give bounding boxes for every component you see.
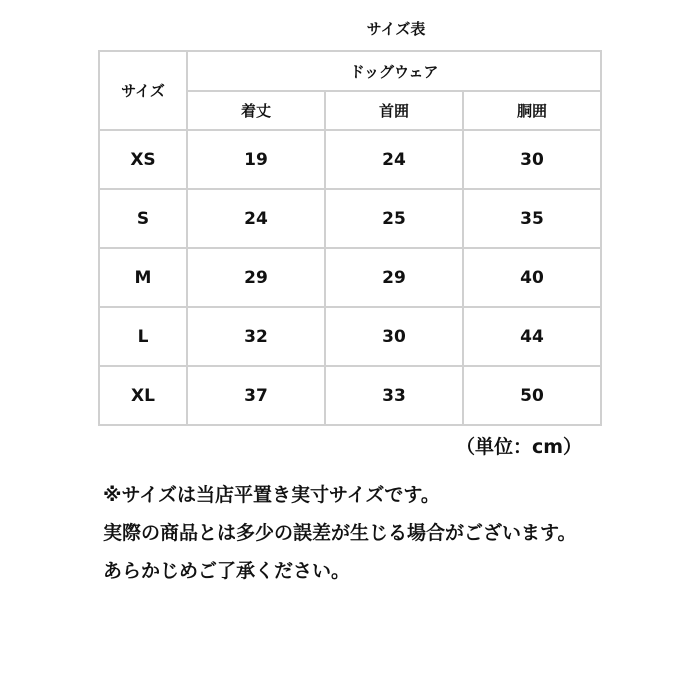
chest-value: 40 [463,248,601,307]
neck-value: 24 [325,130,463,189]
chest-value: 50 [463,366,601,425]
dogwear-group-header: ドッグウェア [187,51,601,91]
length-value: 32 [187,307,325,366]
neck-value: 30 [325,307,463,366]
table-row [99,189,601,248]
column-header-chest: 胴囲 [463,91,601,130]
table-row [99,130,601,189]
note-line: ※サイズは当店平置き実寸サイズです。 [103,484,440,506]
chest-value: 35 [463,189,601,248]
size-column-header: サイズ [99,51,187,130]
neck-value: 25 [325,189,463,248]
note-line: 実際の商品とは多少の誤差が生じる場合がございます。 [103,522,577,544]
size-label: M [99,248,187,307]
table-row [99,307,601,366]
table-row [99,366,601,425]
size-table [98,50,602,426]
note-line: あらかじめご了承ください。 [103,560,351,582]
size-label: L [99,307,187,366]
length-value: 24 [187,189,325,248]
column-header-neck: 首囲 [325,91,463,130]
length-value: 37 [187,366,325,425]
page-title: サイズ表 [366,20,426,38]
notes [103,476,576,590]
table-row [99,248,601,307]
size-label: XS [99,130,187,189]
length-value: 19 [187,130,325,189]
length-value: 29 [187,248,325,307]
neck-value: 29 [325,248,463,307]
column-header-length: 着丈 [187,91,325,130]
unit-note: （単位：cm） [455,436,582,458]
chest-value: 44 [463,307,601,366]
size-label: S [99,189,187,248]
size-label: XL [99,366,187,425]
chest-value: 30 [463,130,601,189]
neck-value: 33 [325,366,463,425]
